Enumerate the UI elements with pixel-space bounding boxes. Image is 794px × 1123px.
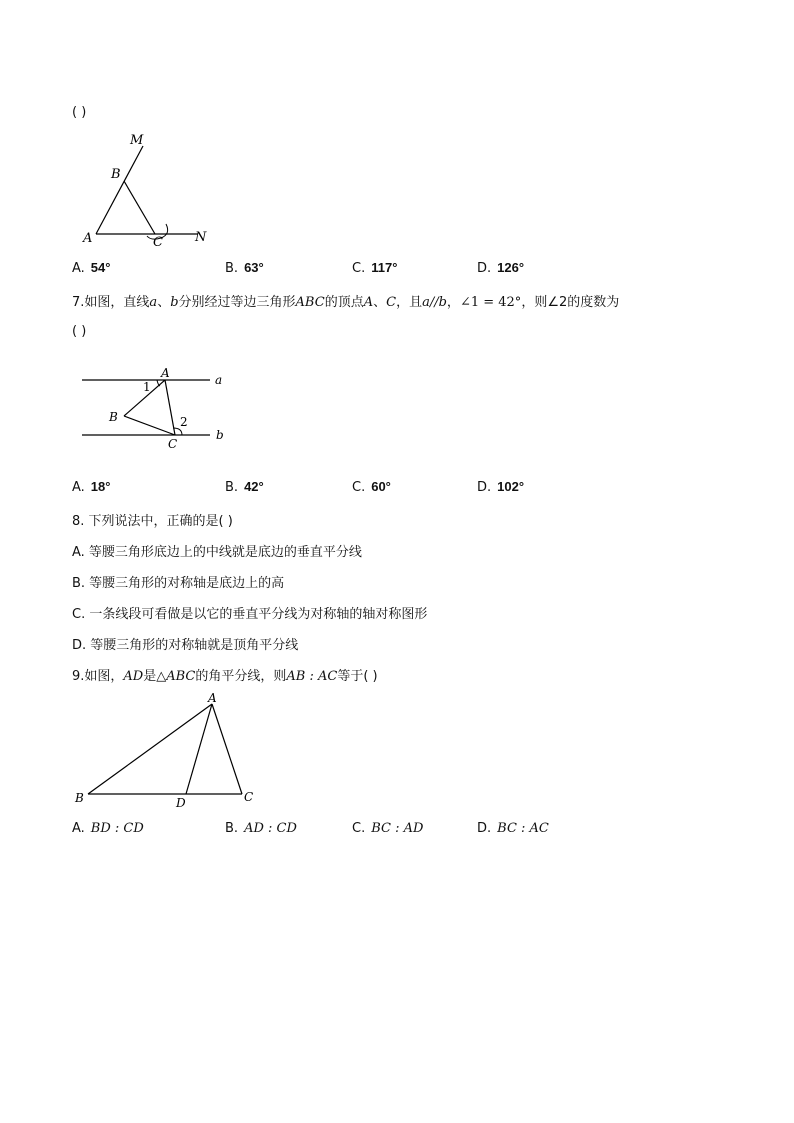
q6-line-bc bbox=[124, 181, 155, 234]
q7-label-line-a: a bbox=[215, 373, 223, 387]
q8-option-d[interactable]: D. 等腰三角形的对称轴就是顶角平分线 bbox=[72, 638, 299, 653]
q6-label-a: A bbox=[83, 231, 93, 246]
q7-option-a[interactable] bbox=[72, 479, 110, 495]
q9-text-3: 的角平分线，则 bbox=[195, 669, 287, 684]
q7-figure bbox=[78, 364, 238, 454]
q7-text-1: 如图，直线 bbox=[84, 295, 150, 310]
q9-var-ad: AD bbox=[123, 669, 144, 684]
q7-angle-1-arc bbox=[157, 380, 160, 386]
q8-question-text: 8. 下列说法中，正确的是( ) bbox=[72, 514, 233, 529]
q7-side-bc bbox=[124, 416, 175, 435]
q6-answer-bracket: ( ) bbox=[72, 105, 87, 120]
q7-question-text bbox=[72, 291, 619, 310]
q6-option-d-value: 126° bbox=[497, 260, 525, 275]
q6-label-b: B bbox=[111, 167, 121, 182]
q7-label-c-vertex: C bbox=[168, 437, 178, 451]
q9-figure bbox=[70, 690, 270, 812]
q6-option-b-value: 63° bbox=[244, 260, 264, 275]
q8-option-b[interactable]: B. 等腰三角形的对称轴是底边上的高 bbox=[72, 576, 285, 591]
q7-sep-1: 、 bbox=[157, 295, 171, 310]
q9-number: 9. bbox=[72, 669, 85, 684]
q9-question-text bbox=[72, 665, 378, 684]
q9-text-1: 如图， bbox=[84, 669, 124, 684]
q6-figure bbox=[75, 128, 215, 250]
q7-text-3: 的顶点 bbox=[324, 295, 364, 310]
q7-parallel: a//b bbox=[422, 295, 447, 310]
q7-var-abc: ABC bbox=[295, 295, 325, 310]
q9-option-c[interactable] bbox=[352, 821, 423, 836]
q9-option-b[interactable] bbox=[225, 821, 297, 836]
q9-ratio: AB : AC bbox=[286, 669, 338, 684]
q7-number: 7. bbox=[72, 295, 85, 310]
q7-text-5: ， bbox=[446, 295, 460, 310]
q7-var-b: b bbox=[170, 295, 179, 310]
q6-option-b[interactable] bbox=[225, 260, 264, 276]
q7-var-a: a bbox=[149, 295, 158, 310]
q7-side-ac bbox=[165, 380, 175, 435]
q6-label-c: C bbox=[153, 235, 163, 250]
q9-option-a-letter: A. bbox=[72, 821, 85, 836]
q7-option-b-value: 42° bbox=[244, 479, 264, 494]
q9-option-b-letter: B. bbox=[225, 821, 239, 836]
q9-side-ab bbox=[88, 704, 212, 794]
q6-line-am bbox=[96, 146, 143, 234]
q9-option-a-value: BD : CD bbox=[90, 821, 144, 836]
q7-label-a-vertex: A bbox=[161, 366, 170, 380]
q6-option-d[interactable] bbox=[477, 260, 524, 276]
q7-option-c-letter: C. bbox=[352, 480, 366, 495]
q9-option-d[interactable] bbox=[477, 821, 549, 836]
q7-sep-2: 、 bbox=[373, 295, 387, 310]
q7-var-C: C bbox=[386, 295, 397, 310]
q7-option-b-letter: B. bbox=[225, 480, 239, 495]
q6-option-a-letter: A. bbox=[72, 261, 85, 276]
q8-option-a[interactable]: A. 等腰三角形底边上的中线就是底边的垂直平分线 bbox=[72, 545, 362, 560]
q7-label-line-b: b bbox=[216, 428, 224, 442]
q7-label-b-vertex: B bbox=[109, 410, 118, 424]
q8-option-c[interactable]: C. 一条线段可看做是以它的垂直平分线为对称轴的轴对称图形 bbox=[72, 607, 428, 622]
q7-option-b[interactable] bbox=[225, 479, 264, 495]
q7-label-1: 1 bbox=[143, 380, 151, 394]
q9-option-d-letter: D. bbox=[477, 821, 492, 836]
q9-text-4: 等于( ) bbox=[337, 669, 378, 684]
q9-option-c-value: BC : AD bbox=[371, 821, 424, 836]
q9-label-c: C bbox=[244, 790, 254, 804]
q6-option-c-letter: C. bbox=[352, 261, 366, 276]
q7-text-2: 分别经过等边三角形 bbox=[178, 295, 296, 310]
q6-option-a[interactable] bbox=[72, 260, 110, 276]
q7-option-c[interactable] bbox=[352, 479, 391, 495]
q9-label-a: A bbox=[208, 691, 217, 705]
q6-option-b-letter: B. bbox=[225, 261, 239, 276]
q7-answer-bracket: ( ) bbox=[72, 324, 87, 339]
q9-option-b-value: AD : CD bbox=[244, 821, 297, 836]
q9-option-c-letter: C. bbox=[352, 821, 366, 836]
q9-label-d: D bbox=[176, 796, 186, 810]
q6-label-m: M bbox=[130, 133, 144, 148]
q6-option-c-value: 117° bbox=[371, 260, 398, 275]
q7-option-d-letter: D. bbox=[477, 480, 492, 495]
q7-angle-1: ∠1 = 42° bbox=[459, 295, 522, 310]
q7-option-c-value: 60° bbox=[371, 479, 391, 494]
q9-bisector-ad bbox=[186, 704, 212, 794]
q7-option-d[interactable] bbox=[477, 479, 524, 495]
q7-option-a-value: 18° bbox=[90, 479, 111, 494]
q9-option-a[interactable] bbox=[72, 821, 144, 836]
q6-option-d-letter: D. bbox=[477, 261, 492, 276]
q7-text-4: ，且 bbox=[396, 295, 423, 310]
q7-text-6: ，则∠2的度数为 bbox=[521, 295, 620, 310]
q7-var-A: A bbox=[363, 295, 374, 310]
q6-option-a-value: 54° bbox=[90, 260, 111, 275]
q9-triangle: △ABC bbox=[156, 669, 196, 684]
q9-option-d-value: BC : AC bbox=[497, 821, 549, 836]
q6-label-n: N bbox=[195, 230, 207, 245]
q7-option-a-letter: A. bbox=[72, 480, 85, 495]
q6-option-c[interactable] bbox=[352, 260, 397, 276]
q7-label-2: 2 bbox=[180, 415, 188, 429]
q9-side-ac bbox=[212, 704, 242, 794]
q7-option-d-value: 102° bbox=[497, 479, 525, 494]
q9-text-2: 是 bbox=[143, 669, 157, 684]
q9-label-b: B bbox=[75, 791, 84, 805]
